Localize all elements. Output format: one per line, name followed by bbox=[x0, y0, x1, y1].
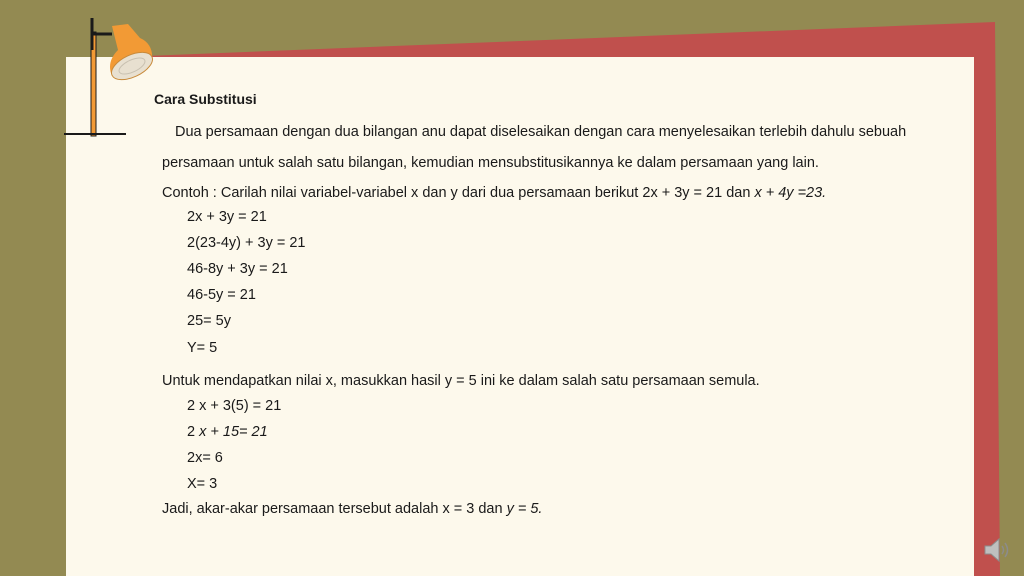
step-x-2 bbox=[187, 424, 268, 440]
conclusion-prefix: Jadi, akar-akar persamaan tersebut adalah x = 3 dan bbox=[162, 501, 503, 517]
slide-title: Cara Substitusi bbox=[154, 91, 257, 107]
step-y-4: 46-5y = 21 bbox=[187, 287, 256, 303]
step-y-3: 46-8y + 3y = 21 bbox=[187, 261, 288, 277]
conclusion-italic: y = 5. bbox=[506, 501, 543, 517]
intro-line-1: Dua persamaan dengan dua bilangan anu dapat diselesaikan dengan cara menyelesaikan terlebih dahulu sebuah bbox=[175, 124, 907, 140]
step-y-2: 2(23-4y) + 3y = 21 bbox=[187, 235, 306, 251]
intro-line-2: persamaan untuk salah satu bilangan, kemudian mensubstitusikannya ke dalam persamaan yang lain. bbox=[162, 155, 819, 171]
example-equation-2: x + 4y =23. bbox=[754, 185, 827, 201]
example-line bbox=[162, 185, 826, 201]
example-equation-1: 2x + 3y = 21 bbox=[642, 185, 723, 201]
step-x-3: 2x= 6 bbox=[187, 450, 223, 466]
step-y-5: 25= 5y bbox=[187, 313, 231, 329]
step-x-4: X= 3 bbox=[187, 476, 218, 492]
step-x-2-italic: x + 15= 21 bbox=[199, 424, 268, 440]
substitute-text: Untuk mendapatkan nilai x, masukkan hasil y = 5 ini ke dalam salah satu persamaan bbox=[162, 373, 705, 389]
step-x-1: 2 x + 3(5) = 21 bbox=[187, 398, 282, 414]
substitute-line bbox=[162, 373, 760, 389]
step-x-2-prefix: 2 bbox=[187, 424, 196, 440]
step-y-6: Y= 5 bbox=[187, 340, 218, 356]
example-and: dan bbox=[726, 185, 751, 201]
step-y-1: 2x + 3y = 21 bbox=[187, 209, 267, 225]
desk-lamp-icon bbox=[60, 14, 164, 138]
example-prefix: Contoh : Carilah nilai variabel-variabel x dan y dari dua persamaan berikut bbox=[162, 185, 639, 201]
substitute-text-end: semula. bbox=[708, 373, 760, 389]
speaker-icon[interactable] bbox=[982, 534, 1014, 566]
conclusion-line bbox=[162, 501, 542, 517]
